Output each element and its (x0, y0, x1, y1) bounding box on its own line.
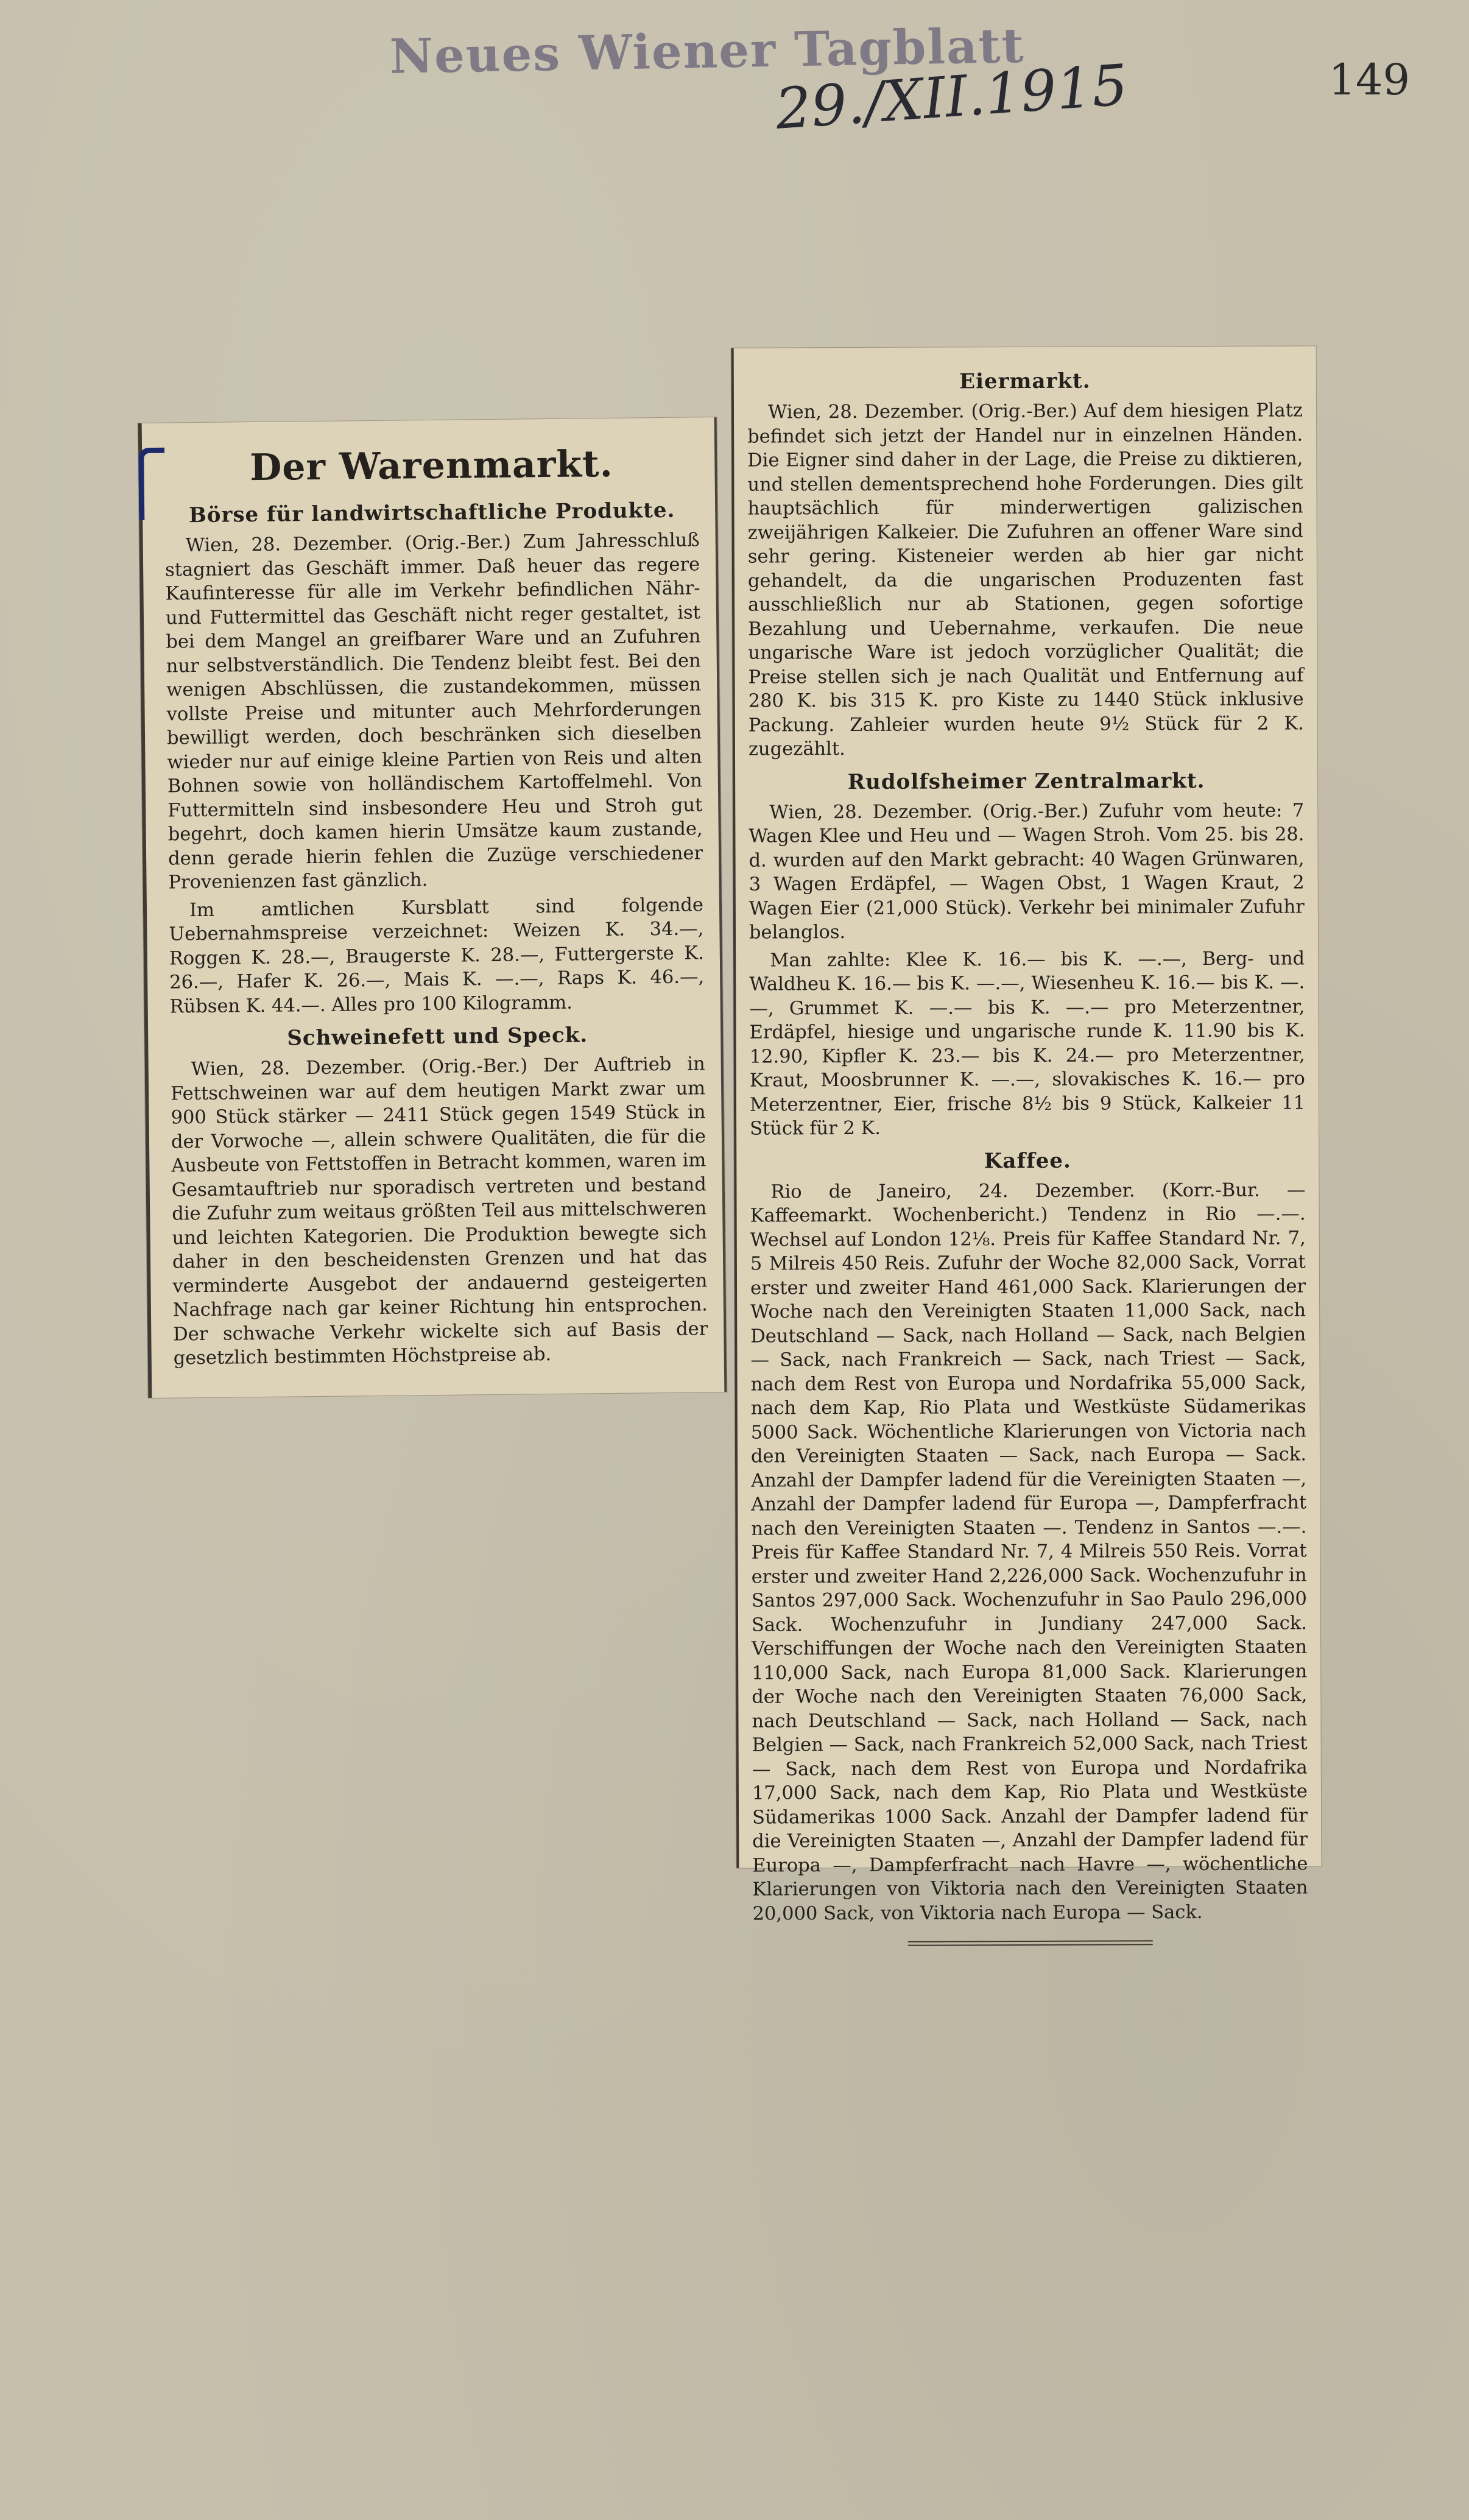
section-heading: Rudolfsheimer Zentralmarkt. (847, 768, 1205, 794)
newspaper-name-stamp: Neues Wiener Tagblatt (389, 18, 1026, 85)
section-heading: Eiermarkt. (959, 369, 1091, 394)
section-schweinefett (170, 1022, 708, 1371)
paragraph: Man zahlte: Klee K. 16.— bis K. —.—, Berg- und Waldheu K. 16.— bis K. —.—, Wiesenheu K. 16.— bis K. —.—, Grummet K. —.— bis K. —.— pro Meterzentner, Erdäpfel, hiesige und ungarische runde K. 11.90 bis K. 12.90, Kipfler K. 23.— bis K. 24.— pro Meterzentner, Kraut, Moosbrunner K. —.—, slovakisches K. 16.— pro Meterzentner, Eier, frische 8½ bis 9 Stück, Kalkeier 11 Stück für 2 K. (749, 947, 1306, 1140)
left-clipping (138, 417, 727, 1398)
page-number: 149 (1328, 55, 1410, 105)
blue-pencil-bracket (138, 448, 165, 520)
handwritten-date: 29./XII.1915 (773, 52, 1130, 142)
section-heading: Schweinefett und Speck. (287, 1023, 588, 1051)
paragraph: Wien, 28. Dezember. (Orig.-Ber.) Zufuhr vom heute: 7 Wagen Klee und Heu und — Wagen Stroh. Vom 25. bis 28. d. wurden auf den Markt gebracht: 40 Wagen Grünwaren, 3 Wagen Erdäpfel, — Wagen Obst, 1 Wagen Kraut, 2 Wagen Eier (21,000 Stück). Verkehr bei minimaler Zufuhr belanglos. (749, 799, 1305, 944)
article-title: Der Warenmarkt. (249, 442, 613, 490)
section-zentralmarkt (749, 768, 1305, 1141)
paragraph: Wien, 28. Dezember. (Orig.-Ber.) Zum Jahresschluß stagniert das Geschäft immer. Daß heuer das regere Kaufinteresse für alle im Verkehr befindlichen Nähr- und Futtermittel das Geschäft nicht reger gestaltet, ist bei dem Mangel an greifbarer Ware und an Zufuhren nur selbstverständlich. Die Tendenz bleibt fest. Bei den wenigen Abschlüssen, die zustandekommen, müssen vollste Preise und mitunter auch Mehrforderungen bewilligt werden, doch beschränken sich dieselben wieder nur auf einige kleine Partien von Reis und alten Bohnen sowie von holländischem Kartoffelmehl. Von Futtermitteln sind insbesondere Heu und Stroh gut begehrt, doch kamen hierin Umsätze kaum zustande, denn gerade hierin fehlen die Zuzüge verschiedener Provenienzen fast gänzlich. (164, 529, 703, 894)
section-eiermarkt (747, 368, 1304, 761)
section-kaffee (750, 1148, 1308, 1926)
end-rule (908, 1940, 1152, 1946)
right-clipping (731, 346, 1322, 1925)
paragraph: Rio de Janeiro, 24. Dezember. (Korr.-Bur. — Kaffeemarkt. Wochenbericht.) Tendenz in Rio —.—. Wechsel auf London 12⅛. Preis für Kaffee Standard Nr. 7, 5 Milreis 450 Reis. Zufuhr der Woche 82,000 Sack, Vorrat erster und zweiter Hand 461,000 Sack. Klarierungen der Woche nach den Vereinigten Staaten 11,000 Sack, nach Deutschland — Sack, nach Holland — Sack, nach Belgien — Sack, nach Frankreich — Sack, nach Triest — Sack, nach dem Rest von Europa und Nordafrika 55,000 Sack, nach dem Kap, Rio Plata und Westküste Südamerikas 5000 Sack. Wöchentliche Klarierungen von Victoria nach den Vereinigten Staaten — Sack, nach Europa — Sack. Anzahl der Dampfer ladend für die Vereinigten Staaten —, Anzahl der Dampfer ladend für Europa —, Dampferfracht nach den Vereinigten Staaten —. Tendenz in Santos —.—. Preis für Kaffee Standard Nr. 7, 4 Milreis 550 Reis. Vorrat erster und zweiter Hand 2,226,000 Sack. Wochenzufuhr in Santos 297,000 Sack. Wochenzufuhr in Sao Paulo 296,000 Sack. Wochenzufuhr in Jundiany 247,000 Sack. Verschiffungen der Woche nach den Vereinigten Staaten 110,000 Sack, nach Europa 81,000 Sack. Klarierungen der Woche nach den Vereinigten Staaten 76,000 Sack, nach Deutschland — Sack, nach Holland — Sack, nach Belgien — Sack, nach Frankreich 52,000 Sack, nach Triest — Sack, nach dem Rest von Europa und Nordafrika 17,000 Sack, nach dem Kap, Rio Plata und Westküste Südamerikas 1000 Sack. Anzahl der Dampfer ladend für die Vereinigten Staaten —, Anzahl der Dampfer ladend für Europa —, Dampferfracht nach Havre —, wöchentliche Klarierungen von Viktoria nach den Vereinigten Staaten 20,000 Sack, von Viktoria nach Europa — Sack. (750, 1179, 1308, 1925)
paragraph: Wien, 28. Dezember. (Orig.-Ber.) Der Auftrieb in Fettschweinen war auf dem heutigen Markt zwar um 900 Stück stärker — 2411 Stück gegen 1549 Stück in der Vorwoche —, allein schwere Qualitäten, die für die Ausbeute von Fettstoffen in Betracht kommen, waren im Gesamtauftrieb nur sporadisch vertreten und bestand die Zufuhr zum weitaus größten Teil aus mittelschweren und leichten Kategorien. Die Produktion bewegte sich daher in den bescheidensten Grenzen und hat das verminderte Ausgebot der andauernd gesteigerten Nachfrage nach gar keiner Richtung hin entsprochen. Der schwache Verkehr wickelte sich auf Basis der gesetzlich bestimmten Höchstpreise ab. (170, 1053, 708, 1369)
paragraph: Wien, 28. Dezember. (Orig.-Ber.) Auf dem hiesigen Platz befindet sich jetzt der Handel nur in einzelnen Händen. Die Eigner sind daher in der Lage, die Preise zu diktieren, und stellen dementsprechend hohe Forderungen. Dies gilt hauptsächlich für minderwertigen galizischen zweijährigen Kalkeier. Die Zufuhren an offener Ware sind sehr gering. Kisteneier werden ab hier gar nicht gehandelt, da die ungarischen Produzenten fast ausschließlich nur ab Stationen, gegen sofortige Bezahlung und Uebernahme, verkaufen. Die neue ungarische Ware ist jedoch vorzüglicher Qualität; die Preise stellen sich je nach Qualität und Entfernung auf 280 K. bis 315 K. pro Kiste zu 1440 Stück inklusive Packung. Zahleier wurden heute 9½ Stück für 2 K. zugezählt. (747, 400, 1304, 760)
section-heading: Börse für landwirtschaftliche Produkte. (188, 498, 675, 528)
section-produktenboerse (164, 498, 705, 1018)
paragraph: Im amtlichen Kursblatt sind folgende Uebernahmspreise verzeichnet: Weizen K. 34.—, Roggen K. 28.—, Braugerste K. 28.—, Futtergerste K. 26.—, Hafer K. 26.—, Mais K. —.—, Raps K. 46.—, Rübsen K. 44.—. Alles pro 100 Kilogramm. (169, 894, 705, 1018)
section-heading: Kaffee. (984, 1148, 1071, 1173)
